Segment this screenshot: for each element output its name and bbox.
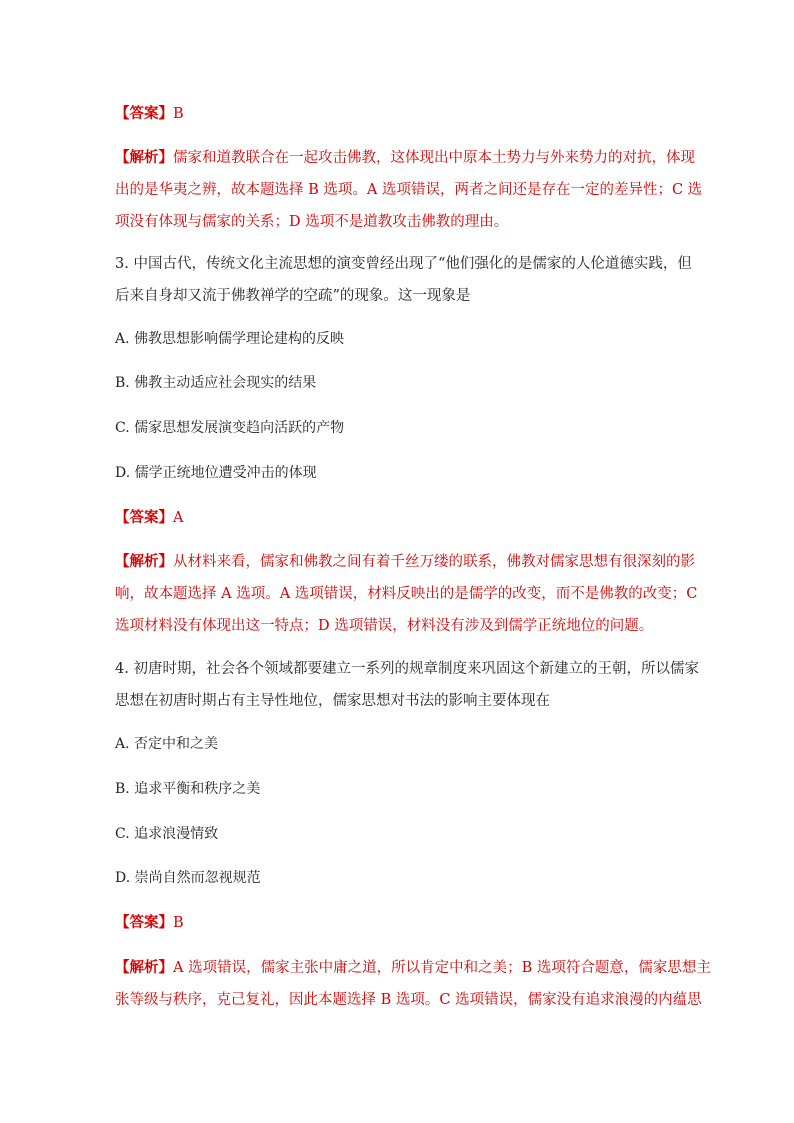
q4-option-a: A. 否定中和之美 <box>115 736 219 752</box>
q4-answer <box>115 907 685 939</box>
analysis-line: 出的是华夷之辨，故本题选择 B 选项。A 选项错误，两者之间还是存在一定的差异性；C 选 <box>115 182 703 198</box>
question-line: 后来自身却又流于佛教禅学的空疏”的现象。这一现象是 <box>115 288 471 304</box>
question-line: 3. 中国古代，传统文化主流思想的演变曾经出现了“他们强化的是儒家的人伦道德实践，但 <box>115 256 692 272</box>
q3-option-b: B. 佛教主动适应社会现实的结果 <box>115 375 317 391</box>
answer-value: B <box>173 106 184 122</box>
analysis-tag: 【解析】 <box>115 553 173 570</box>
answer-tag: 【答案】 <box>115 509 173 526</box>
q3-analysis <box>115 546 698 642</box>
answer-value: B <box>173 915 184 931</box>
answer-tag: 【答案】 <box>115 914 173 931</box>
q4-option-b: B. 追求平衡和秩序之美 <box>115 781 261 797</box>
analysis-line: 儒家和道教联合在一起攻击佛教，这体现出中原本土势力与外来势力的对抗，体现 <box>173 150 695 166</box>
analysis-tag: 【解析】 <box>115 149 173 166</box>
analysis-line: 选项材料没有体现出这一特点；D 选项错误，材料没有涉及到儒学正统地位的问题。 <box>115 618 654 634</box>
answer-value: A <box>173 510 184 526</box>
q3-option-a: A. 佛教思想影响儒学理论建构的反映 <box>115 331 345 347</box>
q4-option-c: C. 追求浪漫情致 <box>115 826 219 842</box>
q2-analysis <box>115 142 703 238</box>
q2-answer <box>115 98 685 130</box>
q4-option-d: D. 崇尚自然而忽视规范 <box>115 870 261 886</box>
q3-answer <box>115 502 685 534</box>
q4-stem <box>115 653 699 717</box>
q4-analysis <box>115 952 711 1016</box>
analysis-line: 从材料来看，儒家和佛教之间有着千丝万缕的联系，佛教对儒家思想有很深刻的影 <box>173 554 695 570</box>
analysis-line: 项没有体现与儒家的关系；D 选项不是道教攻击佛教的理由。 <box>115 214 509 230</box>
analysis-line: A 选项错误，儒家主张中庸之道，所以肯定中和之美；B 选项符合题意，儒家思想主 <box>173 960 711 976</box>
q3-stem <box>115 248 692 312</box>
analysis-tag: 【解析】 <box>115 959 173 976</box>
answer-tag: 【答案】 <box>115 105 173 122</box>
analysis-line: 张等级与秩序，克己复礼，因此本题选择 B 选项。C 选项错误，儒家没有追求浪漫的内蕴思 <box>115 992 702 1008</box>
question-line: 思想在初唐时期占有主导性地位，儒家思想对书法的影响主要体现在 <box>115 693 550 709</box>
q3-option-c: C. 儒家思想发展演变趋向活跃的产物 <box>115 420 345 436</box>
q3-option-d: D. 儒学正统地位遭受冲击的体现 <box>115 465 317 481</box>
question-line: 4. 初唐时期，社会各个领域都要建立一系列的规章制度来巩固这个新建立的王朝，所以儒家 <box>115 661 699 677</box>
analysis-line: 响，故本题选择 A 选项。A 选项错误，材料反映出的是儒学的改变，而不是佛教的改变；C <box>115 586 698 602</box>
